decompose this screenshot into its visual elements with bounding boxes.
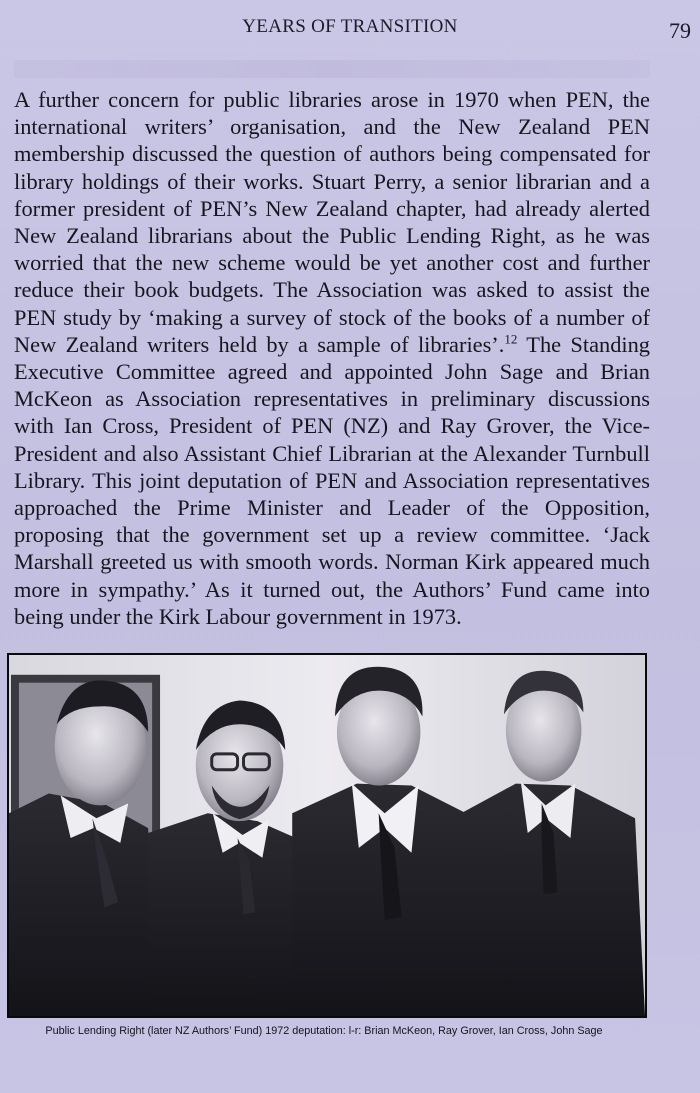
footnote-marker: 12 [504, 331, 518, 347]
paragraph-text: A further concern for public libraries arose in 1970 when PEN, the international writers’ organisation, and the New Zealand PEN membership discussed the question of authors being compensated for library holdings of their works. Stuart Perry, a senior librarian and a former president of PEN’s New Zealand chapter, had already alerted New Zealand librarians about the Public Lending Right, as he was worried that the new scheme would be yet another cost and further reduce their book budgets. The Association was asked to assist the PEN study by ‘making a survey of stock of the books of a number of New Zealand writers held by a sample of libraries’. [14, 87, 650, 357]
body-paragraph [14, 86, 650, 630]
deputation-photograph [7, 653, 647, 1018]
paragraph-text-continued: The Standing Executive Committee agreed and appointed John Sage and Brian McKeon as Association representatives in preliminary discussions with Ian Cross, President of PEN (NZ) and Ray Grover, the Vice-President and also Assistant Chief Librarian at the Alexander Turnbull Library. This joint deputation of PEN and Association representatives approached the Prime Minister and Leader of the Opposition, proposing that the government set up a review committee. ‘Jack Marshall greeted us with smooth words. Norman Kirk appeared much more in sympathy.’ As it turned out, the Authors’ Fund came into being under the Kirk Labour government in 1973. [14, 331, 651, 629]
photograph-illustration [9, 655, 645, 1016]
page-number: 79 [669, 18, 691, 43]
show-through-text [14, 60, 650, 78]
photo-caption: Public Lending Right (later NZ Authors’ Fund) 1972 deputation: l-r: Brian McKeon, Ray Grover, Ian Cross, John Sage [45, 1025, 603, 1037]
running-head: YEARS OF TRANSITION [242, 16, 458, 37]
